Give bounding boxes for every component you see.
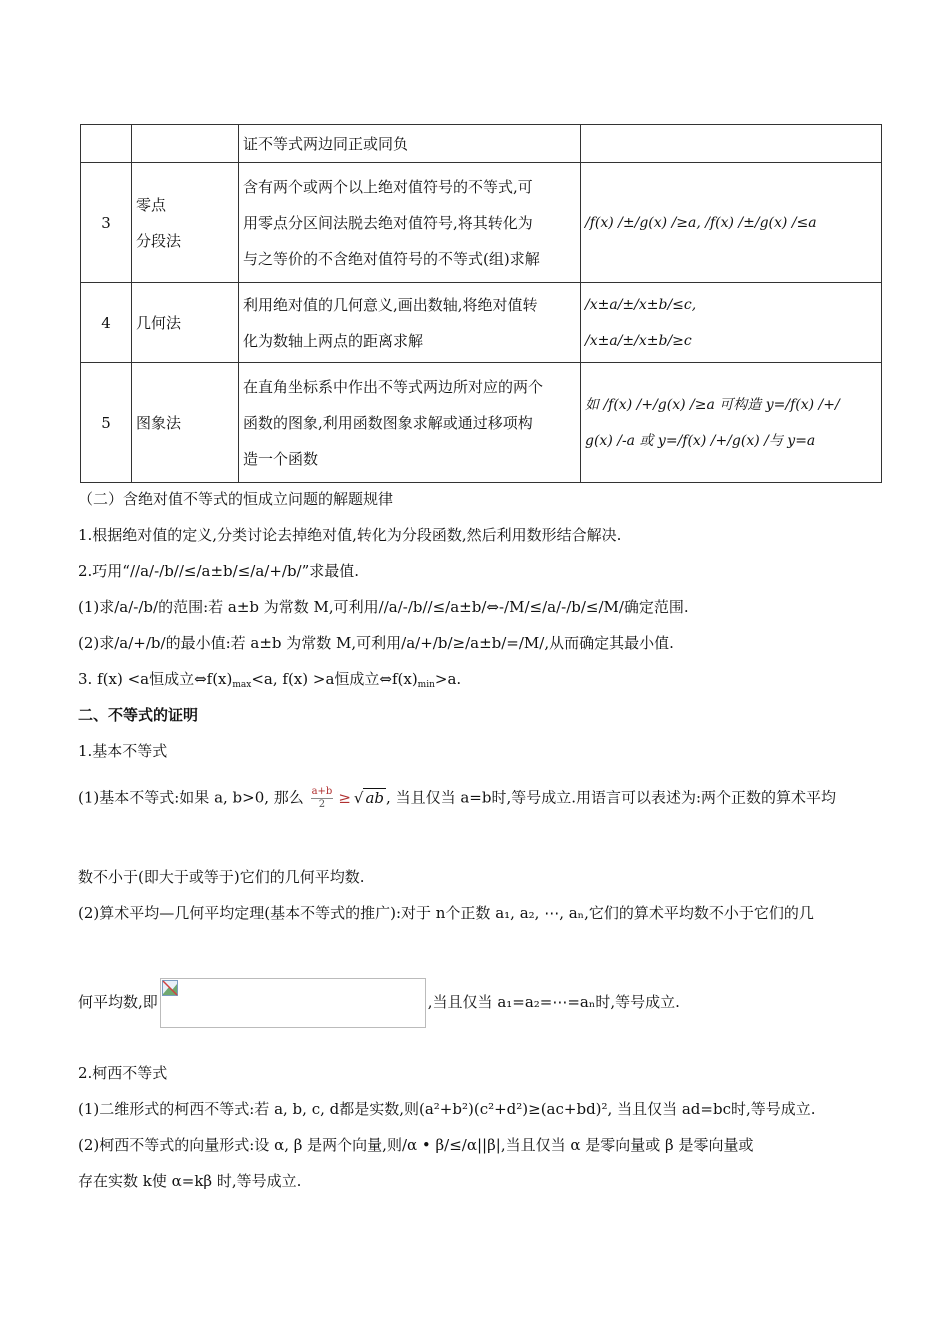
formula-image-placeholder bbox=[160, 978, 426, 1028]
method-name bbox=[132, 283, 239, 363]
inequality-form bbox=[581, 283, 882, 363]
statement-part-a: (1)基本不等式:如果 a, b>0, 那么 bbox=[78, 788, 304, 807]
description-line: 含有两个或两个以上绝对值符号的不等式,可 bbox=[243, 177, 533, 196]
row-number-text: 5 bbox=[101, 413, 111, 432]
form-line: /f(x) /±/g(x) /≥a, /f(x) /±/g(x) /≤a bbox=[585, 214, 817, 231]
description-line: 函数的图象,利用函数图象求解或通过移项构 bbox=[243, 413, 533, 432]
description-line: 造一个函数 bbox=[243, 449, 319, 468]
row-number bbox=[81, 163, 132, 283]
table-row bbox=[81, 363, 882, 483]
method-description bbox=[239, 163, 581, 283]
inequality-form bbox=[581, 163, 882, 283]
cauchy-vector-form: (2)柯西不等式的向量形式:设 α, β 是两个向量,则/α • β/≤/α||β|,当且仅当 α 是零向量或 β 是零向量或 bbox=[78, 1136, 754, 1154]
sqrt-formula: √ ab bbox=[353, 788, 385, 807]
method-description bbox=[239, 125, 581, 163]
fraction-formula bbox=[311, 786, 334, 811]
rule-2: 2.巧用“//a/-/b//≤/a±b/≤/a/+/b/”求最值. bbox=[78, 562, 360, 580]
min-subscript: min bbox=[417, 680, 435, 690]
row-number bbox=[81, 363, 132, 483]
inequality-form bbox=[581, 363, 882, 483]
statement-part-b: , 当且仅当 a=b时,等号成立.用语言可以表述为:两个正数的算术平均 bbox=[386, 788, 837, 807]
am-gm-part-a: 何平均数,即 bbox=[78, 993, 158, 1011]
am-gm-theorem: (2)算术平均—几何平均定理(基本不等式的推广):对于 n个正数 a₁, a₂, ⋯, aₙ,它们的算术平均数不小于它们的几 bbox=[78, 904, 814, 922]
section-subtitle: （二）含绝对值不等式的恒成立问题的解题规律 bbox=[78, 490, 394, 508]
table-row bbox=[81, 125, 882, 163]
am-gm-theorem-cont bbox=[78, 978, 890, 1028]
row-number-text: 4 bbox=[101, 313, 111, 332]
method-name-text: 图象法 bbox=[136, 413, 182, 432]
am-gm-part-b: ,当且仅当 a₁=a₂=⋯=aₙ时,等号成立. bbox=[427, 993, 680, 1011]
row-number bbox=[81, 283, 132, 363]
method-description bbox=[239, 283, 581, 363]
description-line: 用零点分区间法脱去绝对值符号,将其转化为 bbox=[243, 213, 533, 232]
rule-3-part-a: 3. f(x) <a恒成立⇔f(x) bbox=[78, 670, 233, 688]
basic-inequality-title: 1.基本不等式 bbox=[78, 742, 168, 760]
sqrt-radicand: ab bbox=[365, 788, 385, 807]
rule-3-part-c: >a. bbox=[434, 670, 462, 688]
method-name-text: 几何法 bbox=[136, 313, 182, 332]
section-heading: 二、不等式的证明 bbox=[78, 706, 199, 724]
description-line: 证不等式两边同正或同负 bbox=[243, 134, 409, 153]
form-line: g(x) /-a 或 y=/f(x) /+/g(x) /与 y=a bbox=[585, 432, 816, 449]
form-line: /x±a/±/x±b/≥c bbox=[585, 332, 692, 349]
method-description bbox=[239, 363, 581, 483]
rule-3-part-b: <a, f(x) >a恒成立⇔f(x) bbox=[251, 670, 418, 688]
methods-table bbox=[80, 124, 882, 483]
max-subscript: max bbox=[232, 680, 252, 690]
method-name-text: 零点 分段法 bbox=[136, 195, 182, 250]
fraction-denominator: 2 bbox=[318, 799, 326, 810]
row-number-text: 3 bbox=[101, 213, 111, 232]
basic-inequality-statement-cont: 数不小于(即大于或等于)它们的几何平均数. bbox=[78, 868, 365, 886]
form-line: 如 /f(x) /+/g(x) /≥a 可构造 y=/f(x) /+/ bbox=[585, 396, 840, 413]
description-line: 在直角坐标系中作出不等式两边所对应的两个 bbox=[243, 377, 544, 396]
rule-2-1: (1)求/a/-/b/的范围:若 a±b 为常数 M,可利用//a/-/b//≤/a±b/⇔-/M/≤/a/-/b/≤/M/确定范围. bbox=[78, 598, 689, 616]
method-name bbox=[132, 163, 239, 283]
table-row bbox=[81, 163, 882, 283]
cauchy-2d-form: (1)二维形式的柯西不等式:若 a, b, c, d都是实数,则(a²+b²)(c²+d²)≥(ac+bd)², 当且仅当 ad=bc时,等号成立. bbox=[78, 1100, 816, 1118]
basic-inequality-statement bbox=[78, 786, 890, 811]
method-name bbox=[132, 125, 239, 163]
inequality-form bbox=[581, 125, 882, 163]
ge-sign: ≥ bbox=[338, 788, 351, 807]
rule-2-2: (2)求/a/+/b/的最小值:若 a±b 为常数 M,可利用/a/+/b/≥/a±b/=/M/,从而确定其最小值. bbox=[78, 634, 674, 652]
description-line: 与之等价的不含绝对值符号的不等式(组)求解 bbox=[243, 249, 540, 268]
rule-3 bbox=[78, 668, 890, 690]
table-row bbox=[81, 283, 882, 363]
broken-image-icon bbox=[162, 980, 178, 996]
fraction-numerator: a+b bbox=[311, 786, 333, 797]
rule-1: 1.根据绝对值的定义,分类讨论去掉绝对值,转化为分段函数,然后利用数形结合解决. bbox=[78, 526, 622, 544]
cauchy-vector-form-cont: 存在实数 k使 α=kβ 时,等号成立. bbox=[78, 1172, 302, 1190]
cauchy-title: 2.柯西不等式 bbox=[78, 1064, 168, 1082]
method-name bbox=[132, 363, 239, 483]
row-number bbox=[81, 125, 132, 163]
description-line: 化为数轴上两点的距离求解 bbox=[243, 331, 424, 350]
form-line: /x±a/±/x±b/≤c, bbox=[585, 296, 697, 313]
description-line: 利用绝对值的几何意义,画出数轴,将绝对值转 bbox=[243, 295, 538, 314]
